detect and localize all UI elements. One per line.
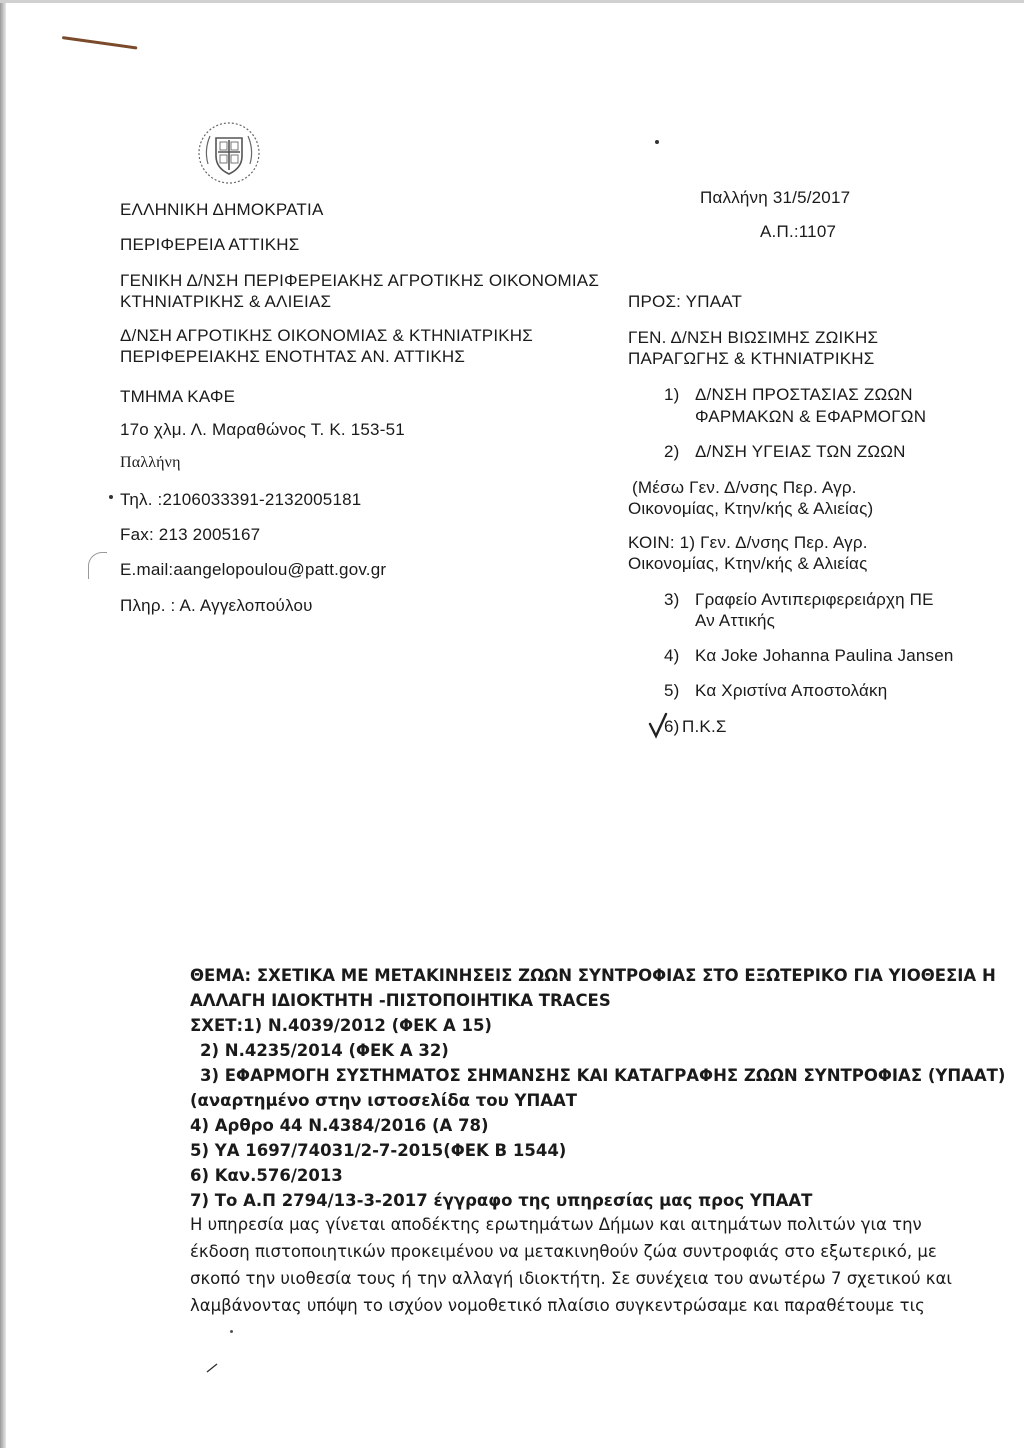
city: Παλλήνη — [120, 454, 181, 471]
subject-line1: ΘΕΜΑ: ΣΧΕΤΙΚΑ ΜΕ ΜΕΤΑΚΙΝΗΣΕΙΣ ΖΩΩΝ ΣΥΝΤΡΟΦΙΑΣ ΣΤΟ ΕΞΩΤΕΡΙΚΟ ΓΙΑ ΥΙΟΘΕΣΙΑ Η — [190, 966, 996, 985]
scan-dot — [109, 495, 113, 499]
reference-7: 7) Το Α.Π 2794/13-3-2017 έγγραφο της υπηρεσίας μας προς ΥΠΑΑΤ — [190, 1191, 813, 1210]
recipient-dept-line1: ΓΕΝ. Δ/ΝΣΗ ΒΙΩΣΙΜΗΣ ΖΩΙΚΗΣ — [628, 328, 879, 347]
cc-line2: Οικονομίας, Κτην/κής & Αλιείας — [628, 554, 868, 573]
recipient-2-line1: Δ/ΝΣΗ ΥΓΕΙΑΣ ΤΩΝ ΖΩΩΝ — [695, 442, 906, 461]
body-line1: Η υπηρεσία μας γίνεται αποδέκτης ερωτημάτων Δήμων και αιτημάτων πολιτών για την — [190, 1215, 922, 1234]
general-directorate-line2: ΚΤΗΝΙΑΤΡΙΚΗΣ & ΑΛΙΕΙΑΣ — [120, 292, 332, 311]
subject-line2: ΑΛΛΑΓΗ ΙΔΙΟΚΤΗΤΗ -ΠΙΣΤΟΠΟΙΗΤΙΚΑ TRACES — [190, 991, 611, 1010]
recipient-2-num: 2) — [664, 442, 680, 461]
handwritten-checkmark — [648, 712, 670, 740]
body-line4: λαμβάνοντας υπόψη το ισχύον νομοθετικό πλαίσιο συγκεντρώσαμε και παραθέτουμε τις — [190, 1296, 925, 1315]
scan-mark — [205, 1360, 219, 1374]
scan-edge-left — [0, 0, 6, 1448]
directorate-line2: ΠΕΡΙΦΕΡΕΙΑΚΗΣ ΕΝΟΤΗΤΑΣ ΑΝ. ΑΤΤΙΚΗΣ — [120, 347, 466, 366]
cc-6-num: 6) — [664, 717, 680, 736]
region-name: ΠΕΡΙΦΕΡΕΙΑ ΑΤΤΙΚΗΣ — [120, 235, 300, 254]
coat-of-arms-emblem — [196, 120, 262, 186]
reference-4: 4) Αρθρο 44 Ν.4384/2016 (Α 78) — [190, 1116, 489, 1135]
recipient-1-line2: ΦΑΡΜΑΚΩΝ & ΕΦΑΡΜΟΓΩΝ — [695, 407, 927, 426]
directorate-line1: Δ/ΝΣΗ ΑΓΡΟΤΙΚΗΣ ΟΙΚΟΝΟΜΙΑΣ & ΚΤΗΝΙΑΤΡΙΚΗΣ — [120, 326, 533, 345]
scan-dot — [230, 1330, 233, 1333]
reference-3: 3) ΕΦΑΡΜΟΓΗ ΣΥΣΤΗΜΑΤΟΣ ΣΗΜΑΝΣΗΣ ΚΑΙ ΚΑΤΑΓΡΑΦΗΣ ΖΩΩΝ ΣΥΝΤΡΟΦΙΑΣ (ΥΠΑΑΤ) — [200, 1066, 1006, 1085]
cc-3-line2: Αν Αττικής — [695, 611, 776, 630]
phone: Τηλ. :2106033391-2132005181 — [120, 490, 362, 509]
recipient-1-num: 1) — [664, 385, 680, 404]
place-date: Παλλήνη 31/5/2017 — [700, 188, 851, 207]
scan-edge-top — [0, 0, 1024, 3]
body-line3: σκοπό την υιοθεσία τους ή την αλλαγή ιδιοκτήτη. Σε συνέχεια του ανωτέρω 7 σχετικού και — [190, 1269, 952, 1288]
country-name: ΕΛΛΗΝΙΚΗ ΔΗΜΟΚΡΑΤΙΑ — [120, 200, 324, 219]
cc-6-line1: Π.Κ.Σ — [682, 717, 727, 736]
email: E.mail:aangelopoulou@patt.gov.gr — [120, 560, 387, 579]
cc-4-line1: Κα Joke Johanna Paulina Jansen — [695, 646, 954, 665]
recipient-to: ΠΡΟΣ: ΥΠΑΑΤ — [628, 292, 743, 311]
reference-2: 2) Ν.4235/2014 (ΦΕΚ Α 32) — [200, 1041, 449, 1060]
fax: Fax: 213 2005167 — [120, 525, 261, 544]
reference-1: ΣΧΕΤ:1) Ν.4039/2012 (ΦΕΚ Α 15) — [190, 1016, 492, 1035]
contact-person: Πληρ. : Α. Αγγελοπούλου — [120, 596, 313, 615]
address: 17ο χλμ. Λ. Μαραθώνος Τ. Κ. 153-51 — [120, 420, 405, 439]
via-line1: (Μέσω Γεν. Δ/νσης Περ. Αγρ. — [632, 478, 857, 497]
scan-dot — [655, 140, 659, 144]
cc-5-line1: Κα Χριστίνα Αποστολάκη — [695, 681, 888, 700]
cc-5-num: 5) — [664, 681, 680, 700]
via-line2: Οικονομίας, Κτην/κής & Αλιείας) — [628, 499, 874, 518]
recipient-dept-line2: ΠΑΡΑΓΩΓΗΣ & ΚΤΗΝΙΑΤΡΙΚΗΣ — [628, 349, 875, 368]
recipient-1-line1: Δ/ΝΣΗ ΠΡΟΣΤΑΣΙΑΣ ΖΩΩΝ — [695, 385, 913, 404]
cc-3-line1: Γραφείο Αντιπεριφερειάρχη ΠΕ — [695, 590, 934, 609]
staple-mark — [62, 36, 138, 50]
cc-3-num: 3) — [664, 590, 680, 609]
reference-5: 5) ΥΑ 1697/74031/2-7-2015(ΦΕΚ Β 1544) — [190, 1141, 567, 1160]
scan-curve — [88, 552, 107, 579]
department-name: ΤΜΗΜΑ ΚΑΦΕ — [120, 387, 236, 406]
cc-line1: ΚΟΙΝ: 1) Γεν. Δ/νσης Περ. Αγρ. — [628, 533, 868, 552]
general-directorate-line1: ΓΕΝΙΚΗ Δ/ΝΣΗ ΠΕΡΙΦΕΡΕΙΑΚΗΣ ΑΓΡΟΤΙΚΗΣ ΟΙΚΟΝΟΜΙΑΣ — [120, 271, 600, 290]
body-line2: έκδοση πιστοποιητικών προκειμένου να μετακινηθούν ζώα συντροφιάς στο εξωτερικό, με — [190, 1242, 937, 1261]
cc-4-num: 4) — [664, 646, 680, 665]
reference-3-note: (αναρτημένο στην ιστοσελίδα του ΥΠΑΑΤ — [190, 1091, 578, 1110]
protocol-number: Α.Π.:1107 — [760, 222, 837, 241]
reference-6: 6) Καν.576/2013 — [190, 1166, 343, 1185]
